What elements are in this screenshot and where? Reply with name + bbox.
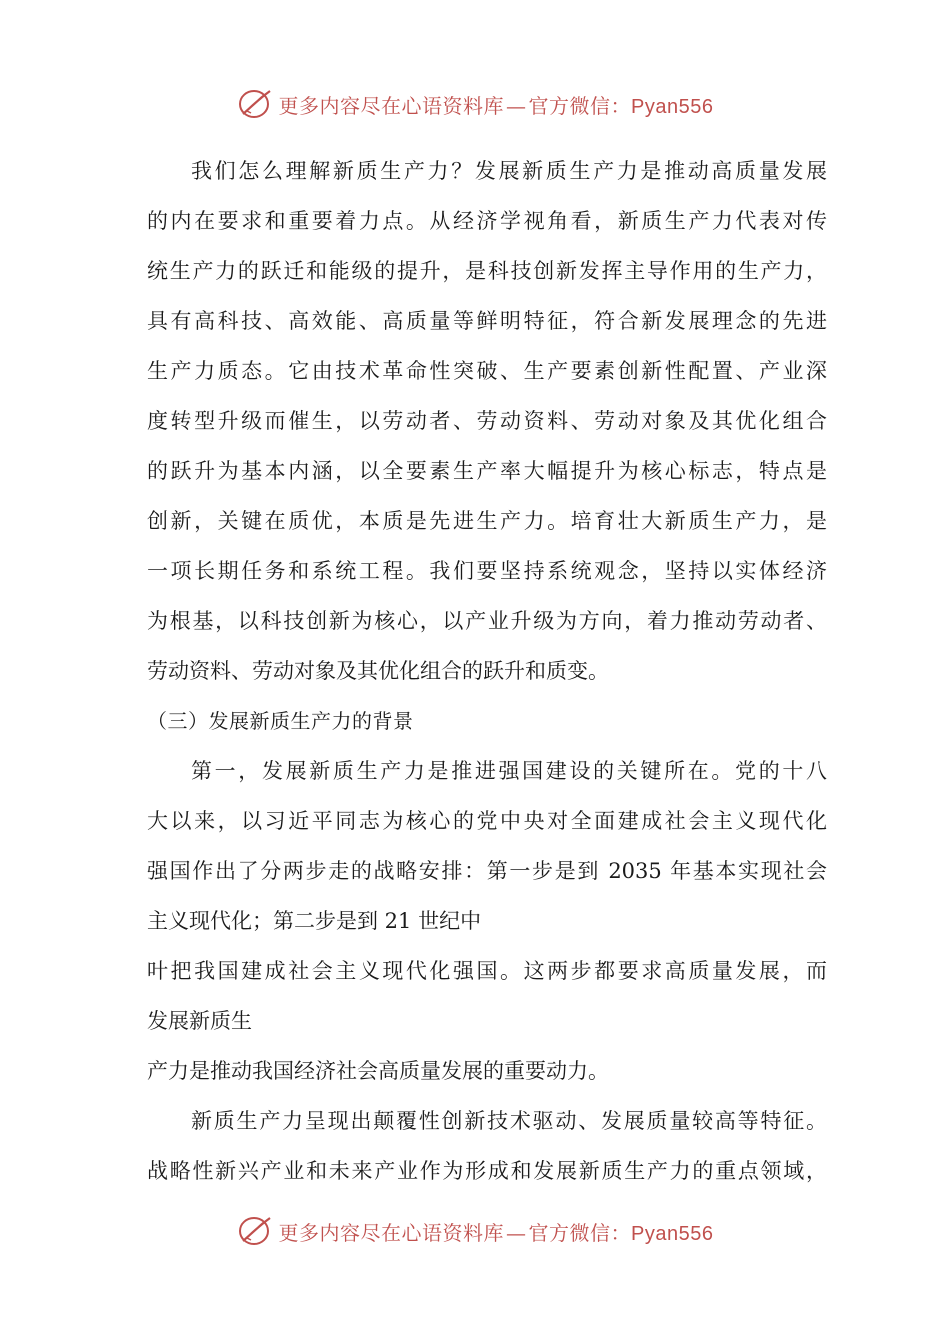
- watermark-label: 官方微信：: [528, 1220, 632, 1245]
- text-line: 具有高科技、高效能、高质量等鲜明特征，符合新发展理念的先进: [147, 309, 827, 333]
- text-line: 生产力质态。它由技术革命性突破、生产要素创新性配置、产业深: [147, 359, 827, 383]
- paragraph-features: [147, 1096, 827, 1196]
- text-line: 第一，发展新质生产力是推进强国建设的关键所在。党的十八: [191, 759, 827, 783]
- text-line: 大以来，以习近平同志为核心的党中央对全面建成社会主义现代化: [147, 809, 827, 833]
- header-watermark: [0, 84, 950, 124]
- paragraph-background-first: [147, 746, 827, 1096]
- text-line: 叶把我国建成社会主义现代化强国。这两步都要求高质量发展，而: [147, 959, 827, 983]
- text-line: 劳动资料、劳动对象及其优化组合的跃升和质变。: [147, 659, 609, 683]
- text-line: 发展新质生: [147, 1009, 252, 1033]
- watermark-text: [279, 1217, 714, 1246]
- section-heading: （三）发展新质生产力的背景: [147, 709, 414, 733]
- text-line: 度转型升级而催生，以劳动者、劳动资料、劳动对象及其优化组合: [147, 409, 827, 433]
- watermark-separator: —: [506, 93, 527, 118]
- quill-logo-icon: [237, 87, 273, 121]
- text-line: 主义现代化；第二步是到 21 世纪中: [147, 909, 482, 933]
- watermark-prefix: 更多内容尽在心语资料库: [278, 93, 505, 118]
- text-line: 产力是推动我国经济社会高质量发展的重要动力。: [147, 1059, 609, 1083]
- watermark-label: 官方微信：: [528, 93, 632, 118]
- watermark-wechat-id: Pyan556: [631, 95, 714, 118]
- watermark-separator: —: [506, 1220, 527, 1245]
- footer-watermark: [0, 1211, 950, 1251]
- watermark-wechat-id: Pyan556: [631, 1222, 714, 1245]
- text-line: 创新，关键在质优，本质是先进生产力。培育壮大新质生产力，是: [147, 509, 827, 533]
- text-line: 为根基，以科技创新为核心，以产业升级为方向，着力推动劳动者、: [147, 609, 827, 633]
- text-line: 的跃升为基本内涵，以全要素生产率大幅提升为核心标志，特点是: [147, 459, 827, 483]
- watermark-text: [279, 90, 714, 119]
- document-body: [147, 146, 827, 1196]
- text-line: 新质生产力呈现出颠覆性创新技术驱动、发展质量较高等特征。: [191, 1109, 827, 1133]
- text-line: 统生产力的跃迁和能级的提升，是科技创新发挥主导作用的生产力，: [147, 259, 827, 283]
- paragraph-new-productivity-definition: [147, 146, 827, 696]
- text-line: 一项长期任务和系统工程。我们要坚持系统观念，坚持以实体经济: [147, 559, 827, 583]
- quill-logo-icon: [237, 1214, 273, 1248]
- watermark-prefix: 更多内容尽在心语资料库: [278, 1220, 505, 1245]
- text-line: 我们怎么理解新质生产力？发展新质生产力是推动高质量发展: [191, 159, 827, 183]
- text-line: 的内在要求和重要着力点。从经济学视角看，新质生产力代表对传: [147, 209, 827, 233]
- text-line: 强国作出了分两步走的战略安排：第一步是到 2035 年基本实现社会: [147, 859, 827, 883]
- text-line: 战略性新兴产业和未来产业作为形成和发展新质生产力的重点领域，: [147, 1159, 827, 1183]
